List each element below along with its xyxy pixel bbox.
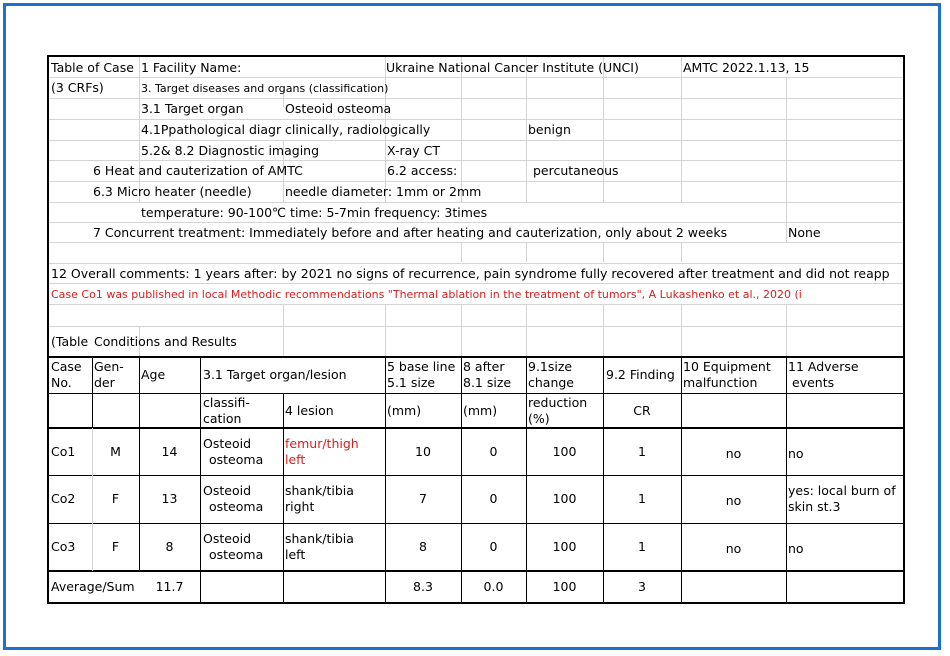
target-diseases-heading: 3. Target diseases and organs (classification) (141, 82, 389, 95)
target-organ-label: 3.1 Target organ (141, 101, 244, 116)
diagnostic-imaging-label: 5.2& 8.2 Diagnostic imaging (141, 143, 320, 158)
overall-comments: 12 Overall comments: 1 years after: by 2021 no signs of recurrence, pain syndrome fully recovered after treatment and did not reapp (51, 266, 890, 281)
summary-label: Average/Sum (51, 579, 135, 594)
pathological-label: 4.1Ppathological diagr (141, 122, 282, 137)
subheader-after-unit: (mm) (463, 403, 498, 418)
header-base-line: 5 base line (387, 359, 456, 374)
gridline (603, 242, 604, 262)
gridline (49, 119, 905, 120)
subheader-lesion: 4 lesion (285, 403, 334, 418)
temperature-settings: temperature: 90-100℃ time: 5-7min frequency: 3times (141, 205, 488, 220)
subheader-cr: CR (633, 403, 651, 418)
cell-age: 14 (161, 444, 178, 459)
gridline (461, 242, 462, 262)
table-label: Table of Case (51, 60, 134, 75)
cell-lesion: femur/thigh (285, 436, 359, 451)
gridline (49, 283, 905, 284)
gridline (385, 304, 386, 356)
summary-size-change: 100 (552, 579, 577, 594)
cell-size-change: 100 (552, 491, 577, 506)
header-adverse-events: 11 Adverse (788, 359, 859, 374)
table-border (681, 356, 682, 604)
table-border (49, 427, 905, 429)
summary-base-size: 8.3 (413, 579, 433, 594)
table-border (786, 356, 787, 604)
cell-base-size: 10 (415, 444, 431, 459)
summary-finding: 3 (638, 579, 646, 594)
cell-finding: 1 (638, 539, 646, 554)
header-case-no: No. (51, 375, 72, 390)
spreadsheet (47, 55, 905, 604)
gridline (681, 304, 682, 356)
gridline (49, 326, 905, 327)
needle-diameter: needle diameter: 1mm or 2mm (285, 184, 482, 199)
cell-after-size: 0 (489, 539, 498, 554)
table-border (526, 356, 527, 604)
header-size-change: change (528, 375, 575, 390)
facility-label: 1 Facility Name: (141, 60, 242, 75)
cell-after-size: 0 (489, 491, 498, 506)
cell-lesion: right (285, 499, 315, 514)
cell-classification: osteoma (209, 499, 264, 514)
gridline (526, 304, 527, 356)
subheader-classification: cation (203, 411, 242, 426)
cell-age: 13 (161, 491, 178, 506)
gridline (49, 304, 905, 305)
cell-classification: osteoma (209, 452, 264, 467)
access-value: percutaneous (533, 163, 619, 178)
target-organ-value: Osteoid osteoma (285, 101, 392, 116)
header-age: Age (141, 367, 166, 382)
gridline (49, 181, 905, 182)
diagnostic-imaging-value: X-ray CT (387, 143, 440, 158)
cell-finding: 1 (638, 444, 646, 459)
gridline (49, 77, 905, 78)
cell-adverse: no (788, 541, 804, 556)
cell-equipment: no (725, 493, 742, 508)
header-gender: Gen- (94, 359, 124, 374)
table-border (92, 356, 93, 428)
table-border (49, 523, 905, 524)
summary-age: 11.7 (155, 579, 184, 594)
subheader-base-unit: (mm) (387, 403, 422, 418)
gridline (49, 140, 905, 141)
table-border (49, 475, 905, 476)
header-finding: 9.2 Finding (606, 367, 675, 382)
cell-adverse: no (788, 446, 804, 461)
summary-after-size: 0.0 (483, 579, 504, 594)
cell-classification: Osteoid (203, 483, 251, 498)
gridline (681, 242, 682, 262)
gridline (283, 304, 284, 356)
table-border (200, 356, 201, 604)
concurrent-treatment: 7 Concurrent treatment: Immediately before and after heating and cauterization, only about 2 weeks (93, 225, 728, 240)
pathological-result: benign (528, 122, 571, 137)
header-base-line: 5.1 size (387, 375, 436, 390)
header-equipment: malfunction (683, 375, 758, 390)
publication-note: Case Co1 was published in local Methodic recommendations "Thermal ablation in the treatment of tumors", A Lukashenko et al., 2020 (i (51, 288, 802, 301)
table-border (49, 393, 905, 394)
cell-case: Co3 (51, 539, 76, 554)
gridline (786, 304, 787, 356)
cell-gender: F (111, 491, 120, 506)
gridline (49, 98, 905, 99)
gridline (49, 222, 905, 223)
cell-classification: Osteoid (203, 531, 251, 546)
header-case-no: Case (51, 359, 82, 374)
cell-lesion: left (285, 547, 306, 562)
cell-case: Co1 (51, 444, 76, 459)
cell-gender: M (110, 444, 121, 459)
facility-name: Ukraine National Cancer Institute (UNCI) (386, 60, 639, 75)
cell-equipment: no (725, 446, 742, 461)
cell-lesion: shank/tibia (285, 483, 354, 498)
subheader-reduction: reduction (528, 395, 588, 410)
results-table-label: (Table (51, 334, 89, 349)
header-after: 8 after (463, 359, 505, 374)
cell-lesion: shank/tibia (285, 531, 354, 546)
pathological-value: clinically, radiologically (285, 122, 431, 137)
header-gender: der (94, 375, 115, 390)
table-border (603, 356, 604, 604)
cell-classification: Osteoid (203, 436, 251, 451)
cell-age: 8 (165, 539, 174, 554)
cell-lesion: left (285, 452, 306, 467)
cell-case: Co2 (51, 491, 76, 506)
micro-heater-label: 6.3 Micro heater (needle) (93, 184, 252, 199)
table-border (49, 570, 905, 572)
table-border (283, 393, 284, 604)
gridline (526, 242, 527, 262)
gridline (49, 263, 905, 264)
gridline (49, 202, 905, 203)
cell-finding: 1 (638, 491, 646, 506)
subheader-reduction: (%) (528, 411, 550, 426)
cell-after-size: 0 (489, 444, 498, 459)
cell-base-size: 7 (419, 491, 427, 506)
cell-base-size: 8 (419, 539, 427, 554)
gridline (49, 242, 905, 243)
cell-adverse: skin st.3 (788, 499, 841, 514)
cell-size-change: 100 (552, 444, 577, 459)
header-target-organ: 3.1 Target organ/lesion (203, 367, 347, 382)
header-equipment: 10 Equipment (683, 359, 771, 374)
header-after: 8.1 size (463, 375, 512, 390)
concurrent-value: None (788, 225, 821, 240)
heat-cauterization-label: 6 Heat and cauterization of AMTC (93, 163, 303, 178)
cell-classification: osteoma (209, 547, 264, 562)
cell-gender: F (111, 539, 120, 554)
gridline (49, 160, 905, 161)
table-border (461, 356, 462, 604)
header-size-change: 9.1size (528, 359, 573, 374)
gridline (461, 304, 462, 356)
table-border (385, 356, 386, 604)
crf-count: (3 CRFs) (51, 80, 104, 95)
cell-adverse: yes: local burn of (788, 483, 896, 498)
subheader-classification: classifi- (203, 395, 250, 410)
cell-equipment: no (725, 541, 742, 556)
results-title: Conditions and Results (94, 334, 237, 349)
access-label: 6.2 access: (387, 163, 458, 178)
amtc-reference: AMTC 2022.1.13, 15 (683, 60, 810, 75)
cell-size-change: 100 (552, 539, 577, 554)
gridline (603, 304, 604, 356)
table-border (49, 356, 905, 358)
header-adverse-events: events (792, 375, 835, 390)
